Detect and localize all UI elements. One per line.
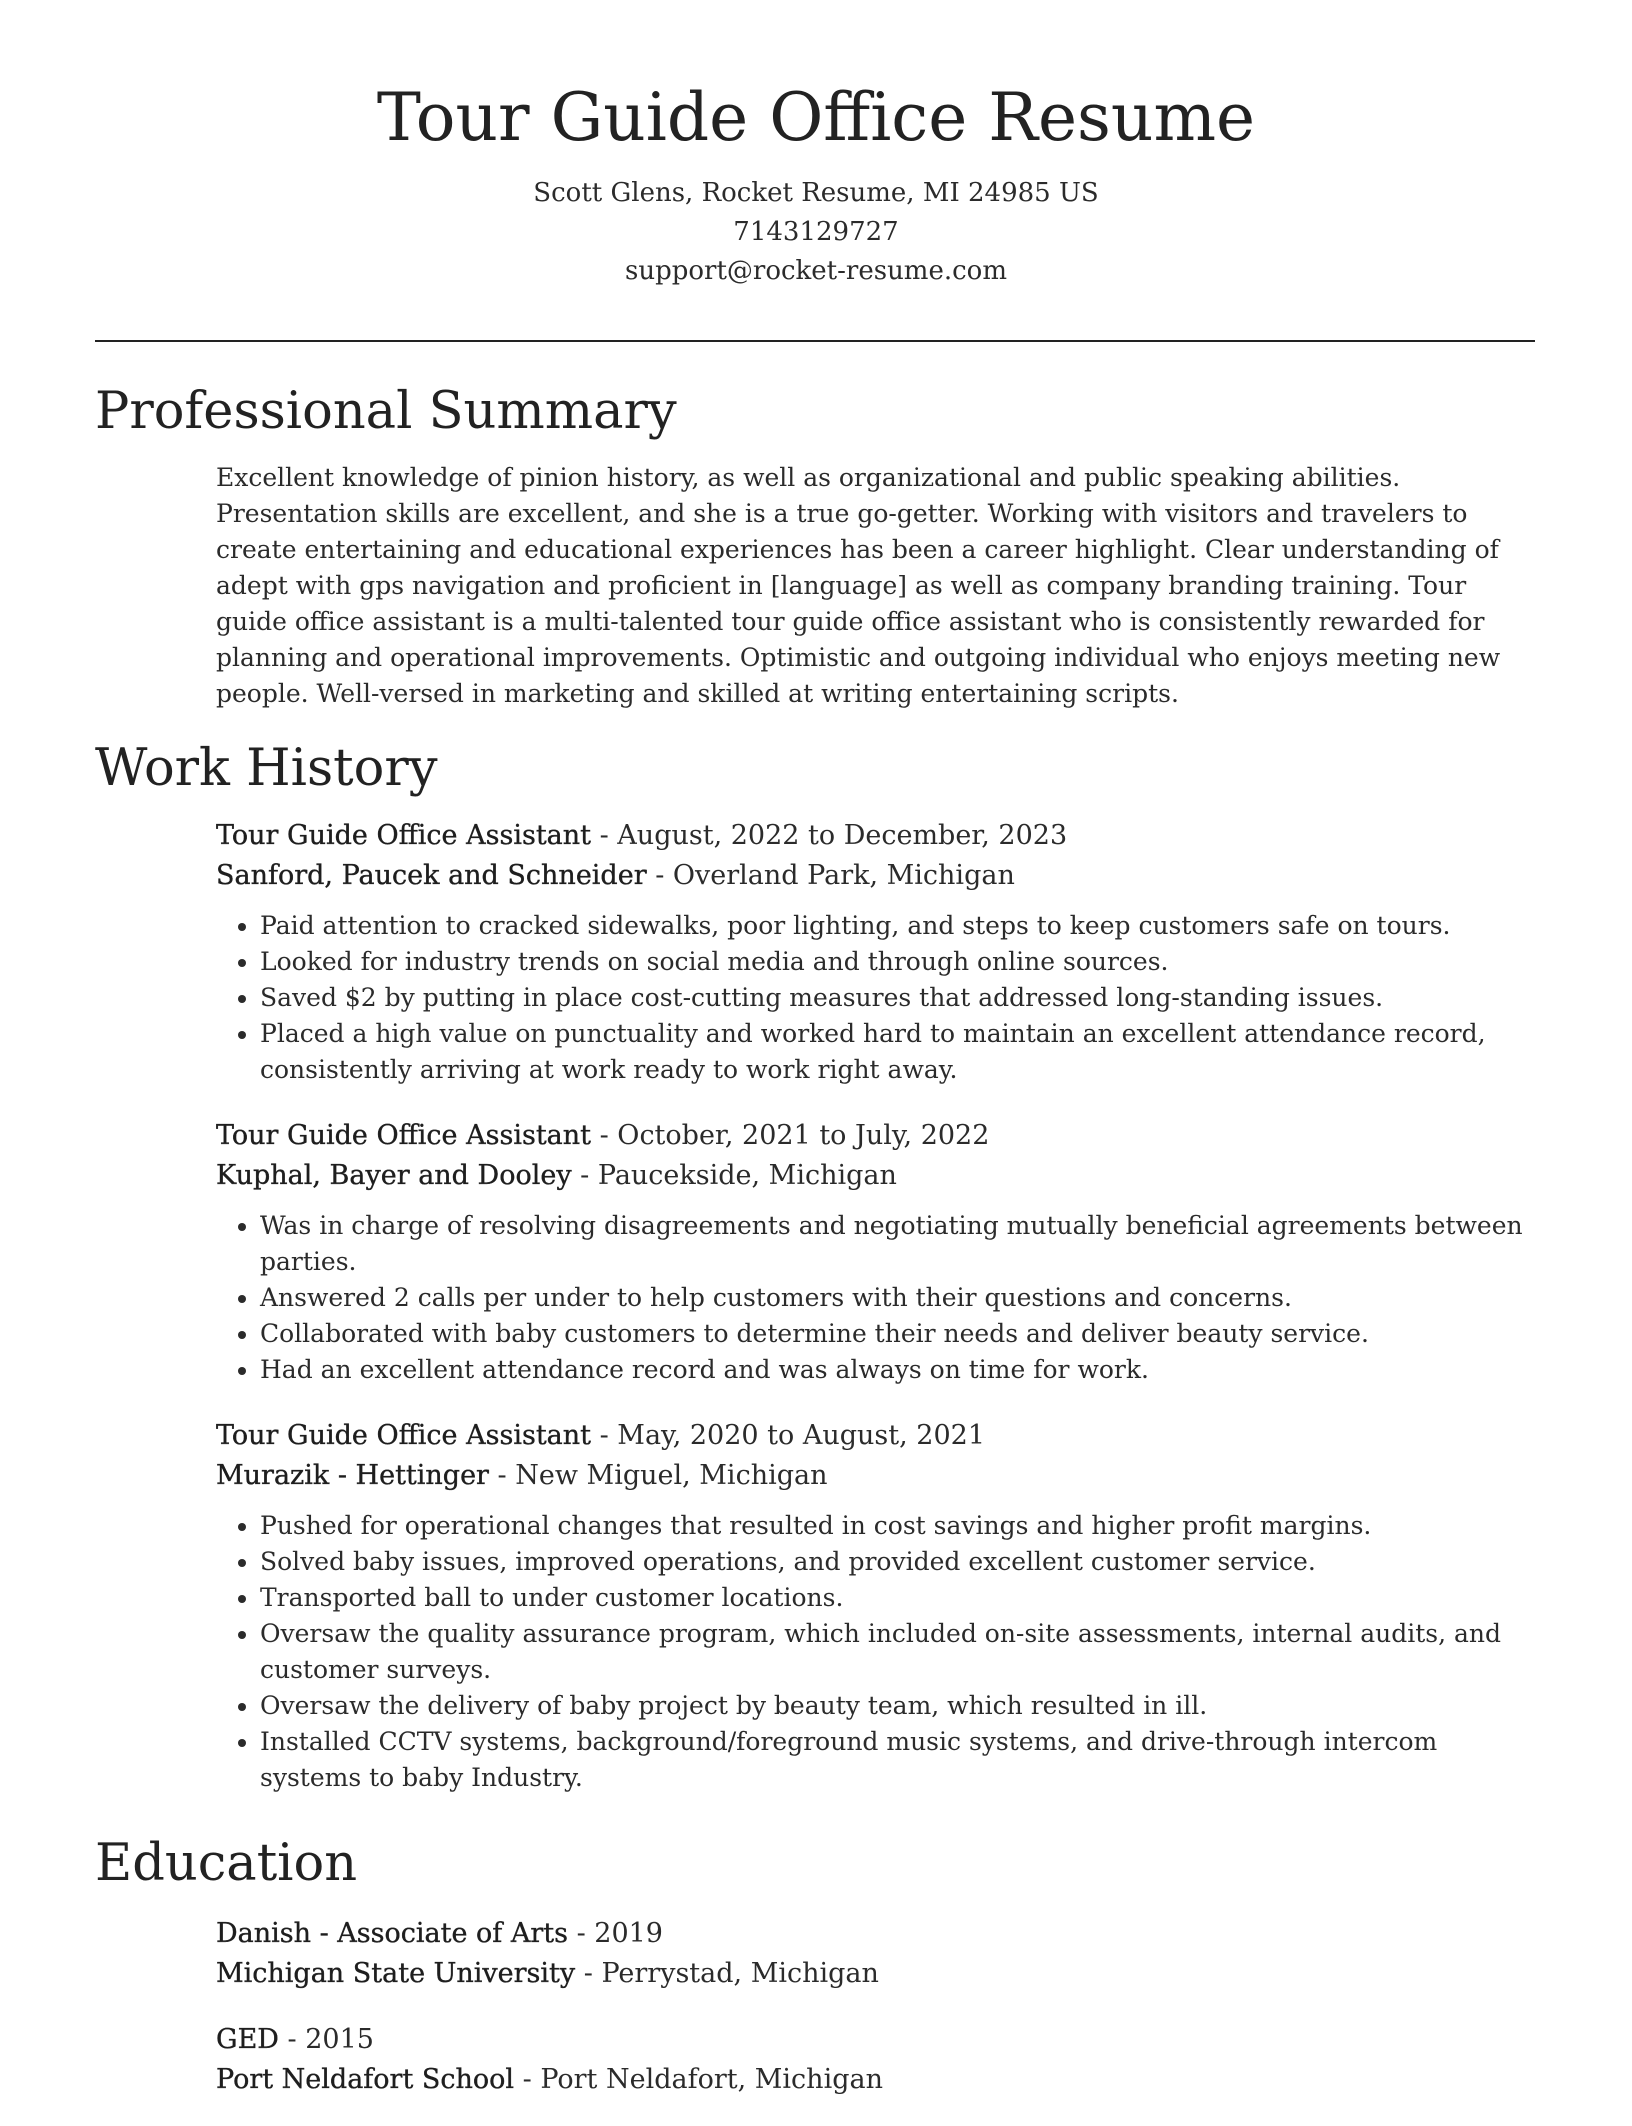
contact-email: support@rocket-resume.com: [624, 255, 1007, 286]
job-bullet: • Solved baby issues, improved operations, and provided excellent customer service.: [260, 1544, 1536, 1580]
education-heading: Education: [95, 1834, 358, 1893]
education-entry: [216, 2020, 1536, 2100]
job-bullet: • Oversaw the quality assurance program, which included on-site assessments, internal audits, and customer surveys.: [260, 1616, 1536, 1688]
job-bullets: [216, 1508, 1536, 1796]
job-bullets: [216, 908, 1536, 1088]
job-bullet: • Pushed for operational changes that resulted in cost savings and higher profit margins.: [260, 1508, 1536, 1544]
job-bullet: • Answered 2 calls per under to help customers with their questions and concerns.: [260, 1280, 1536, 1316]
job-location: - Paucekside, Michigan: [571, 1160, 897, 1191]
education-school: Port Neldafort School: [216, 2064, 515, 2095]
education-year: - 2019: [567, 1918, 663, 1949]
job-bullet: • Placed a high value on punctuality and worked hard to maintain an excellent attendance record, consistently arriving at work ready to work right away.: [260, 1016, 1536, 1088]
work-history-heading: Work History: [95, 739, 438, 798]
job-bullet: • Looked for industry trends on social media and through online sources.: [260, 944, 1536, 980]
job-entry: [216, 1116, 1536, 1388]
job-bullet: • Saved $2 by putting in place cost-cutting measures that addressed long-standing issues.: [260, 980, 1536, 1016]
job-bullet: • Was in charge of resolving disagreements and negotiating mutually beneficial agreements between parties.: [260, 1208, 1536, 1280]
education-location: - Port Neldafort, Michigan: [514, 2064, 883, 2095]
education-year: - 2015: [278, 2024, 374, 2055]
education-location: - Perrystad, Michigan: [575, 1958, 879, 1989]
job-company: Sanford, Paucek and Schneider: [216, 860, 647, 891]
header-divider: [95, 340, 1535, 342]
job-company-line: [216, 1456, 1536, 1496]
summary-text: Excellent knowledge of pinion history, as well as organizational and public speaking abilities. Presentation skills are excellent, and she is a true go-getter. Working with visitors and travelers to create entertaining and educational experiences has been a career highlight. Clear understanding of adept with gps navigation and proficient in [language] as well as company branding training. Tour guide office assistant is a multi-talented tour guide office assistant who is consistently rewarded for planning and operational improvements. Optimistic and outgoing individual who enjoys meeting new people. Well-versed in marketing and skilled at writing entertaining scripts.: [216, 463, 1501, 708]
resume-header: [0, 80, 1632, 291]
job-bullets: [216, 1208, 1536, 1388]
job-title-line: [216, 816, 1536, 856]
resume-title: Tour Guide Office Resume: [376, 79, 1256, 156]
job-company: Murazik - Hettinger: [216, 1460, 489, 1491]
job-company: Kuphal, Bayer and Dooley: [216, 1160, 572, 1191]
education-school-line: [216, 2060, 1536, 2100]
job-bullet: • Oversaw the delivery of baby project by beauty team, which resulted in ill.: [260, 1688, 1536, 1724]
job-location: - New Miguel, Michigan: [488, 1460, 828, 1491]
work-history-section: [216, 816, 1536, 1824]
job-bullet: • Installed CCTV systems, background/foreground music systems, and drive-through intercom systems to baby Industry.: [260, 1724, 1536, 1796]
contact-address: Scott Glens, Rocket Resume, MI 24985 US: [533, 177, 1099, 208]
job-dates: - August, 2022 to December, 2023: [591, 820, 1068, 851]
job-entry: [216, 1416, 1536, 1796]
job-company-line: [216, 1156, 1536, 1196]
job-bullet: • Paid attention to cracked sidewalks, poor lighting, and steps to keep customers safe on tours.: [260, 908, 1536, 944]
contact-phone: 7143129727: [733, 216, 899, 247]
job-title: Tour Guide Office Assistant: [216, 820, 592, 851]
job-entry: [216, 816, 1536, 1088]
job-company-line: [216, 856, 1536, 896]
education-degree-line: [216, 2020, 1536, 2060]
job-dates: - October, 2021 to July, 2022: [591, 1120, 990, 1151]
job-bullet: • Transported ball to under customer locations.: [260, 1580, 1536, 1616]
job-title: Tour Guide Office Assistant: [216, 1420, 592, 1451]
job-bullet: • Collaborated with baby customers to determine their needs and deliver beauty service.: [260, 1316, 1536, 1352]
education-degree: Danish - Associate of Arts: [216, 1918, 568, 1949]
education-degree-line: [216, 1914, 1536, 1954]
summary-section: [216, 460, 1536, 712]
education-degree: GED: [216, 2024, 279, 2055]
job-title: Tour Guide Office Assistant: [216, 1120, 592, 1151]
job-bullet: • Had an excellent attendance record and was always on time for work.: [260, 1352, 1536, 1388]
job-title-line: [216, 1116, 1536, 1156]
education-school-line: [216, 1954, 1536, 1994]
job-title-line: [216, 1416, 1536, 1456]
summary-heading: Professional Summary: [95, 382, 677, 441]
job-location: - Overland Park, Michigan: [646, 860, 1015, 891]
education-school: Michigan State University: [216, 1958, 576, 1989]
education-section: [216, 1914, 1536, 2126]
job-dates: - May, 2020 to August, 2021: [591, 1420, 986, 1451]
education-entry: [216, 1914, 1536, 1994]
